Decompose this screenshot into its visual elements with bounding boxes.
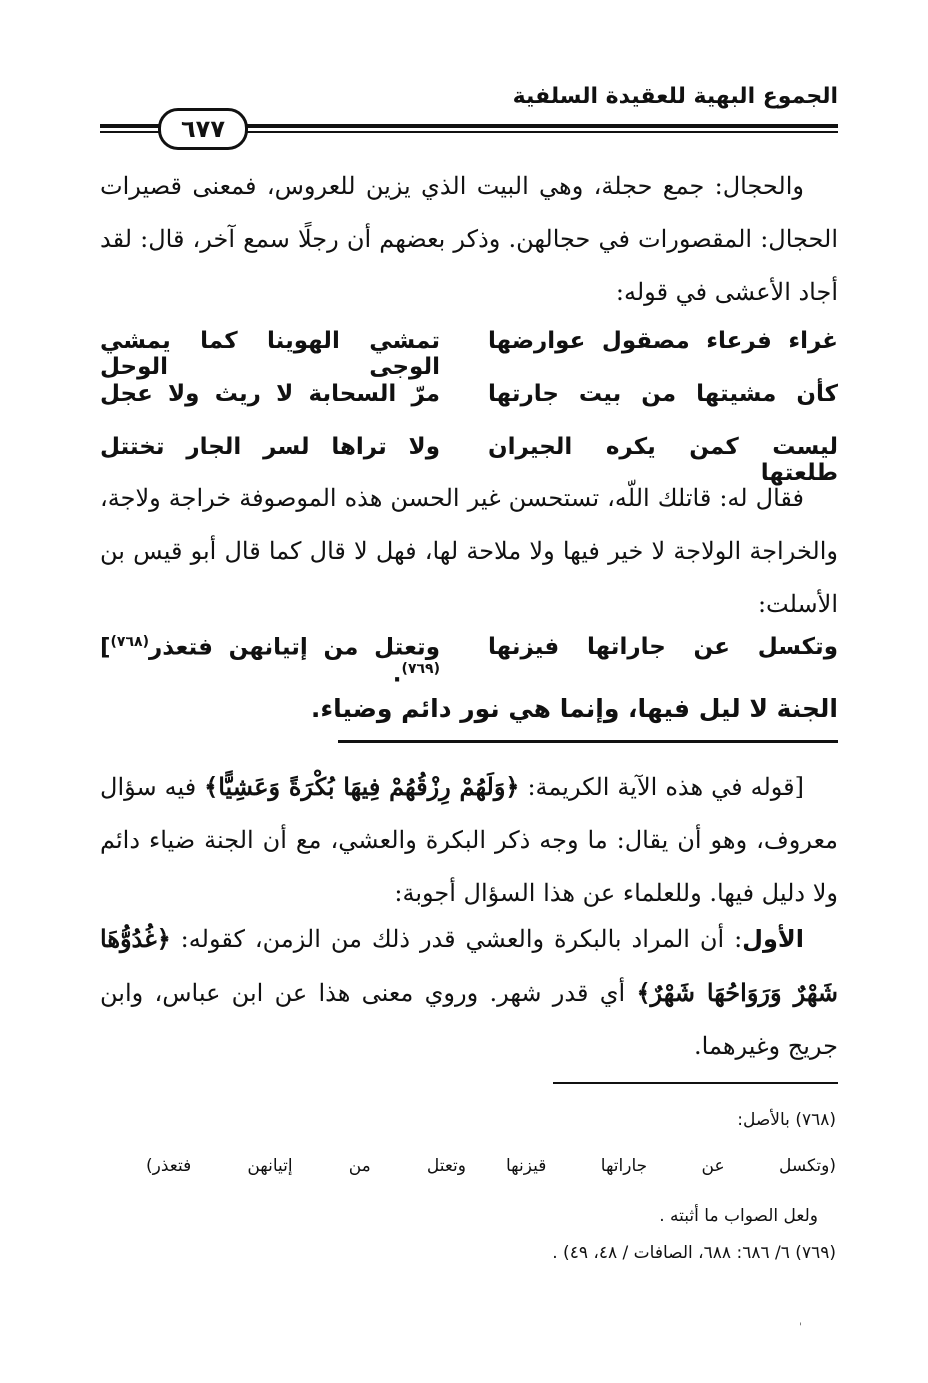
poem2-first-hemistich: وتكسل عن جاراتها فيزنها <box>488 634 838 660</box>
first-answer-label: الأول <box>742 925 804 953</box>
intro-paragraph: والحجال: جمع حجلة، وهي البيت الذي يزين للعروس، فمعنى قصيرات الحجال: المقصورات في حجالهن. وذكر بعضهم أن رجلًا سمع آخر، قال: لقد أجاد الأعشى في قوله: <box>100 172 838 306</box>
full-stop: . <box>392 661 402 688</box>
poem-line-3-first-hemistich: ليست كمن يكره الجيران طلعتها <box>488 434 838 486</box>
quote-paragraph <box>100 760 838 920</box>
poem-line-2 <box>100 371 838 424</box>
scan-speck: ' <box>799 1322 802 1333</box>
footnote-768-label: (٧٦٨) بالأصل: <box>737 1110 836 1130</box>
running-title: الجموع البهية للعقيدة السلفية <box>512 84 838 109</box>
first-answer-text-1: : أن المراد بالبكرة والعشي قدر ذلك من الزمن، كقوله: <box>170 925 743 953</box>
poem-line-3 <box>100 424 838 486</box>
footnote-verse-second-hemistich: وتعتل من إتيانهن فتعذر) <box>146 1156 466 1176</box>
poem2-second-hemistich <box>100 634 440 687</box>
quran-verse-2: ﴿غُدُوُّهَا شَهْرٌ وَرَوَاحُهَا شَهْرٌ﴾ <box>100 924 839 1007</box>
quote-rest: فيه سؤال معروف، وهو أن يقال: ما وجه ذكر البكرة والعشي، مع أن الجنة ضياء دائم ولا دليل فيها. وللعلماء عن هذا السؤال أجوبة: <box>100 773 838 907</box>
section-title: الجنة لا ليل فيها، وإنما هي نور دائم وضياء. <box>310 694 838 723</box>
poem-line-2-first-hemistich: كأن مشيتها من بيت جارتها <box>488 381 838 407</box>
response-paragraph: فقال له: قاتلك اللّه، تستحسن غير الحسن هذه الموصوفة خراجة ولاجة، والخراجة الولاجة لا خير فيها ولا ملاحة لها، فهل لا قال كما قال أبو قيس بن الأسلت: <box>100 484 838 618</box>
first-answer-paragraph <box>100 912 838 1073</box>
poem-line-1-second-hemistich: تمشي الهوينا كما يمشي الوجى الوحل <box>100 328 440 380</box>
poem-line-2-second-hemistich: مرّ السحابة لا ريث ولا عجل <box>100 381 440 407</box>
footnote-verse-first-hemistich: (وتكسل عن جاراتها قيزنها <box>506 1156 836 1176</box>
page-number <box>158 108 248 150</box>
footnote-rule <box>553 1082 838 1084</box>
poem2-line <box>100 624 838 688</box>
footnote-768-note: ولعل الصواب ما أثبته . <box>659 1206 818 1226</box>
footnote-ref-768: (٧٦٨) <box>110 634 149 650</box>
closing-bracket: ] <box>100 634 111 661</box>
quran-verse-1: ﴿وَلَهُمْ رِزْقُهُمْ فِيهَا بُكْرَةً وَعَشِيًّا﴾ <box>204 772 520 801</box>
poem-line-3-second-hemistich: ولا تراها لسر الجار تختتل <box>100 434 440 460</box>
footnote-ref-769: (٧٦٩) <box>401 660 440 677</box>
poem-line-1-first-hemistich: غراء فرعاء مصقول عوارضها <box>488 328 838 354</box>
footnote-769: (٧٦٩) ٦/ ٦٨٦: ٦٨٨، الصافات / ٤٨، ٤٩) . <box>552 1243 836 1263</box>
quote-intro: [قوله في هذه الآية الكريمة: <box>519 773 805 801</box>
poem-line-1 <box>100 318 838 380</box>
poem2-second-hemistich-text: وتعتل من إتيانهن فتعذر <box>148 634 440 661</box>
section-title-rule <box>338 740 838 743</box>
page-number-text: ٦٧٧ <box>181 115 225 143</box>
first-answer-text-2: أي قدر شهر. وروي معنى هذا عن ابن عباس، وابن جريج وغيرهما. <box>100 979 838 1060</box>
